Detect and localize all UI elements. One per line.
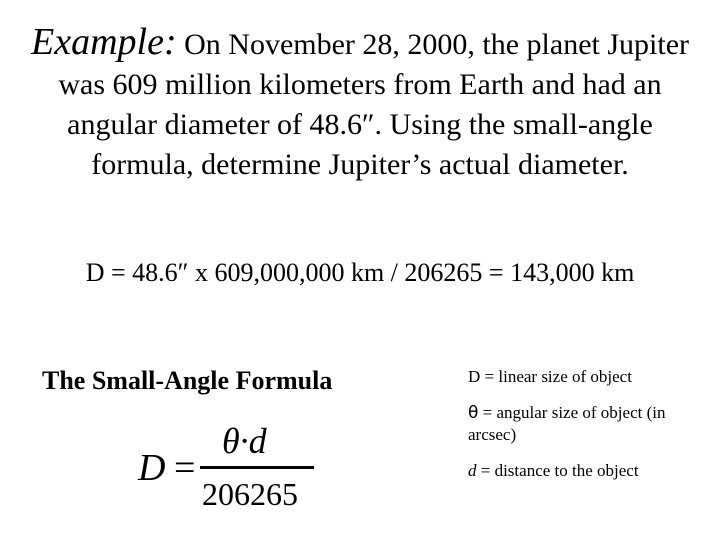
equation-lhs: D xyxy=(138,447,166,489)
equation-denominator: 206265 xyxy=(202,476,298,512)
definition-text: = distance to the object xyxy=(476,461,639,480)
definition-distance xyxy=(468,460,708,482)
definition-linear-size xyxy=(468,366,708,388)
variable-definitions xyxy=(468,366,708,496)
example-label: Example: xyxy=(31,21,177,63)
problem-text: On November 28, 2000, the planet Jupiter was 609 million kilometers from Earth and had an angular diameter of 48.6″. Using the small-angle formula, determine Jupiter’s actual diameter. xyxy=(58,28,689,181)
definition-symbol: θ xyxy=(468,403,479,423)
equation-equals: = xyxy=(174,447,196,489)
equation-numerator: θ·d xyxy=(222,421,267,461)
definition-text: = angular size of object (in arcsec) xyxy=(468,403,666,444)
problem-statement xyxy=(30,22,690,185)
definition-text: = linear size of object xyxy=(480,367,632,386)
definition-symbol: d xyxy=(468,461,477,480)
fraction-bar xyxy=(200,466,314,469)
small-angle-equation xyxy=(138,420,338,520)
answer-equation: D = 48.6″ x 609,000,000 km / 206265 = 143,000 km xyxy=(85,258,635,287)
definition-angular-size xyxy=(468,402,708,446)
formula-title: The Small-Angle Formula xyxy=(42,366,333,395)
definition-symbol: D xyxy=(468,367,481,386)
